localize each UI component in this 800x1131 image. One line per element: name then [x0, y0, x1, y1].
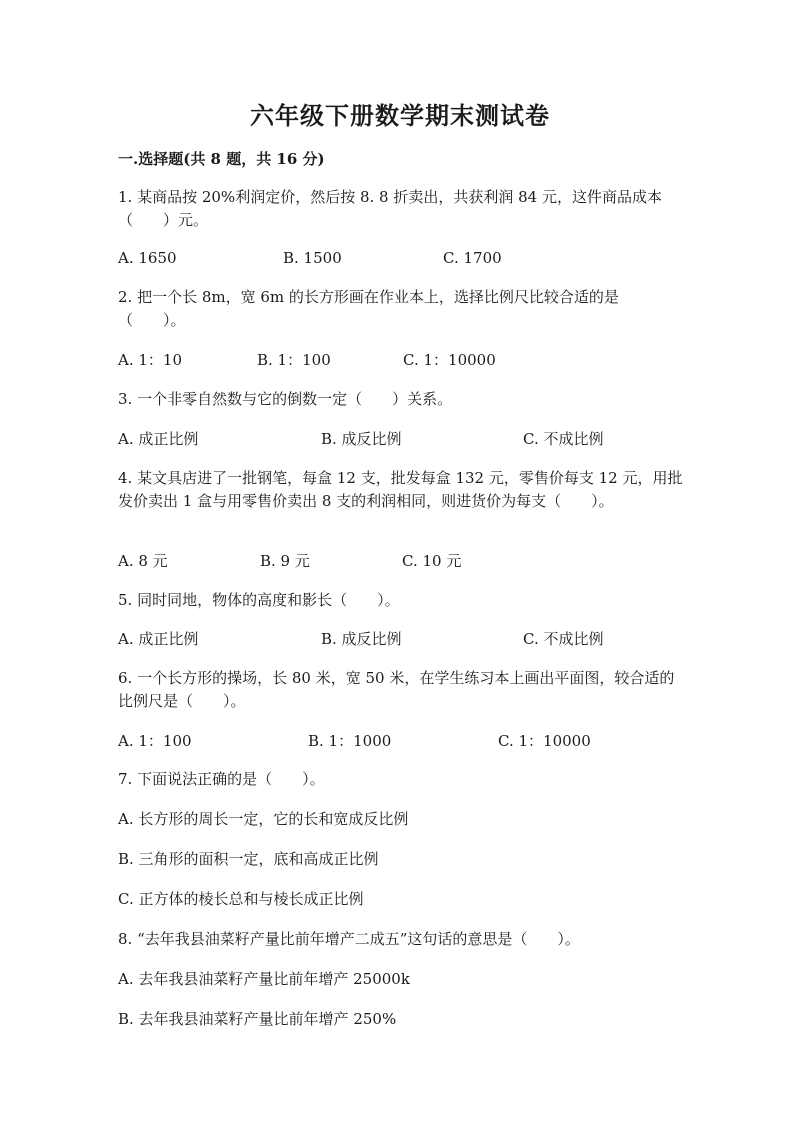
question-5: 5. 同时同地，物体的高度和影长（ ）。	[118, 591, 400, 609]
question-2: 2. 把一个长 8m，宽 6m 的长方形画在作业本上，选择比例尺比较合适的是（ ）。	[118, 288, 619, 329]
option-c: C. 正方体的棱长总和与棱长成正比例	[118, 890, 364, 908]
question-3: 3. 一个非零自然数与它的倒数一定（ ）关系。	[118, 390, 453, 408]
option-c: C. 不成比例	[523, 630, 604, 648]
options-2	[118, 349, 683, 371]
question-8: 8. “去年我县油菜籽产量比前年增产二成五”这句话的意思是（ ）。	[118, 930, 580, 948]
option-a: A. 1650	[118, 249, 177, 267]
option-a: A. 1：10	[118, 351, 182, 369]
option-b: B. 9 元	[260, 552, 310, 570]
option-a: A. 1：100	[118, 732, 192, 750]
question-4: 4. 某文具店进了一批钢笔，每盒 12 支，批发每盒 132 元，零售价每支 12 元，用批发价卖出 1 盒与用零售价卖出 8 支的利润相同，则进货价为每支（ ）。	[118, 469, 683, 510]
question-6: 6. 一个长方形的操场，长 80 米，宽 50 米，在学生练习本上画出平面图，较合适的比例尺是（ ）。	[118, 669, 675, 710]
option-a: A. 成正比例	[118, 430, 199, 448]
options-4	[118, 550, 683, 572]
options-6	[118, 730, 683, 752]
option-c: C. 10 元	[402, 552, 462, 570]
question-1: 1. 某商品按 20%利润定价，然后按 8. 8 折卖出，共获利润 84 元，这件商品成本（ ）元。	[118, 188, 662, 229]
option-b: B. 1500	[283, 249, 342, 267]
option-b: B. 1：100	[257, 351, 331, 369]
option-b: B. 1：1000	[308, 732, 392, 750]
option-a: A. 8 元	[118, 552, 168, 570]
question-7: 7. 下面说法正确的是（ ）。	[118, 770, 325, 788]
option-c: C. 1：10000	[498, 732, 591, 750]
options-5	[118, 628, 683, 650]
option-a: A. 去年我县油菜籽产量比前年增产 25000k	[118, 970, 410, 988]
section-heading: 一.选择题(共 8 题，共 16 分)	[118, 150, 325, 168]
options-3	[118, 428, 683, 450]
option-a: A. 长方形的周长一定，它的长和宽成反比例	[118, 810, 409, 828]
page-title: 六年级下册数学期末测试卷	[250, 101, 550, 130]
options-1	[118, 249, 683, 271]
option-b: B. 成反比例	[321, 630, 402, 648]
option-c: C. 1700	[443, 249, 502, 267]
option-c: C. 1：10000	[403, 351, 496, 369]
option-b: B. 成反比例	[321, 430, 402, 448]
option-b: B. 三角形的面积一定，底和高成正比例	[118, 850, 379, 868]
option-c: C. 不成比例	[523, 430, 604, 448]
option-b: B. 去年我县油菜籽产量比前年增产 250%	[118, 1010, 397, 1028]
option-a: A. 成正比例	[118, 630, 199, 648]
